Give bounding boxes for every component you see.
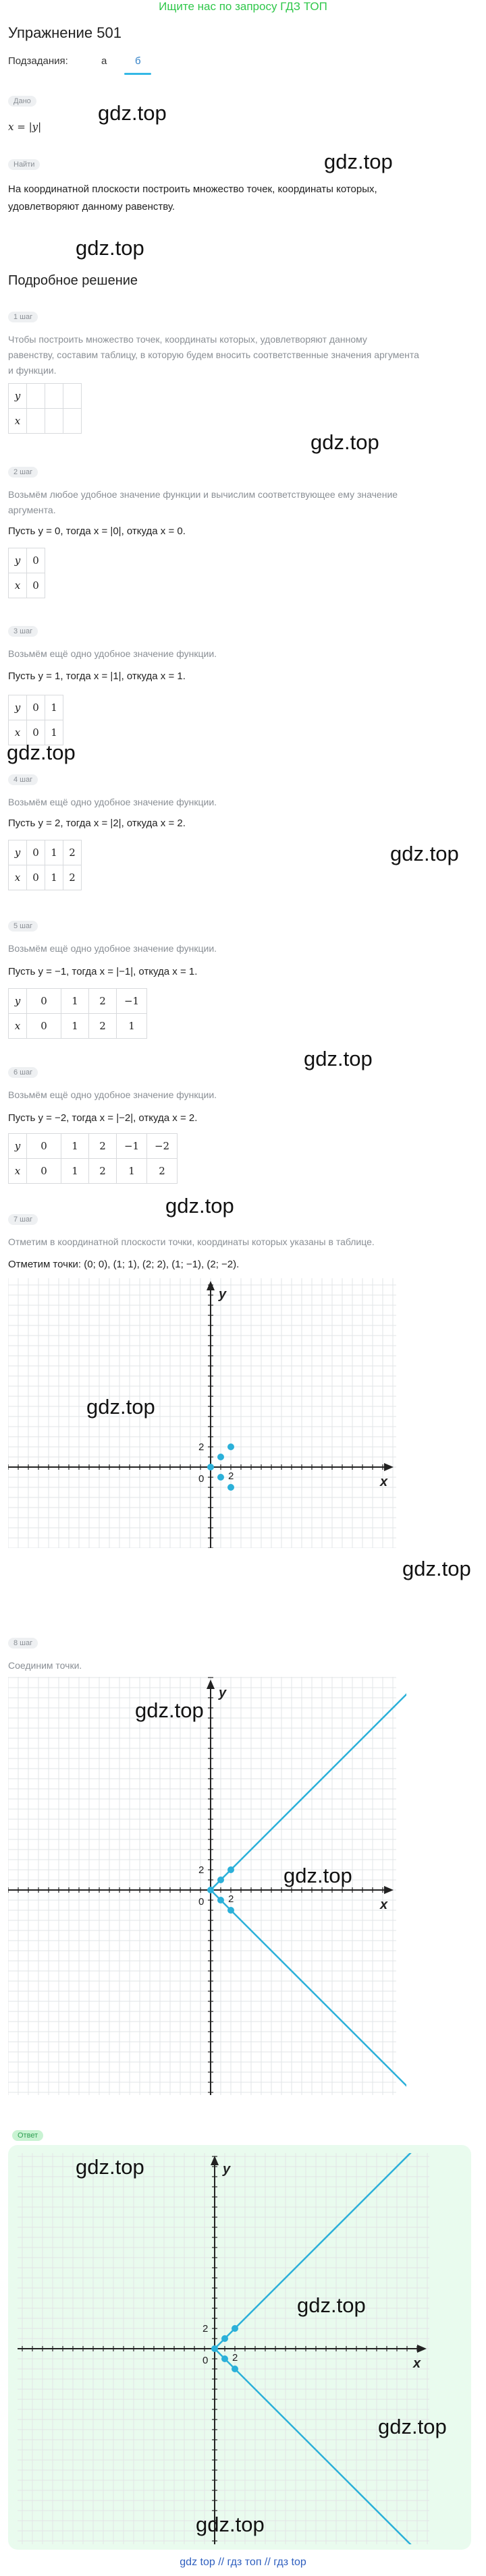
find-badge: Найти <box>8 159 40 170</box>
table-cell: −1 <box>117 1134 147 1159</box>
y-axis-label: y <box>219 1287 227 1302</box>
value-table <box>8 1133 178 1184</box>
step-badge: 5 шаг <box>8 921 38 932</box>
table-cell: y <box>9 695 27 720</box>
table-cell: 0 <box>27 989 61 1014</box>
answer-badge: Ответ <box>12 2130 43 2141</box>
table-cell: x <box>9 720 27 745</box>
step-badge: 6 шаг <box>8 1067 38 1078</box>
table-cell: x <box>9 865 27 890</box>
table-cell <box>27 409 45 434</box>
table-cell: 2 <box>89 1134 117 1159</box>
table-cell: 0 <box>27 695 45 720</box>
table-cell: 0 <box>27 1134 61 1159</box>
step-badge: 8 шаг <box>8 1638 38 1649</box>
watermark: gdz.top <box>402 1557 471 1580</box>
watermark: gdz.top <box>165 1194 234 1218</box>
given-badge: Дано <box>8 96 36 107</box>
table-cell: 0 <box>27 840 45 865</box>
active-tab-indicator <box>124 73 151 75</box>
watermark: gdz.top <box>297 2293 366 2317</box>
page-title: Упражнение 501 <box>8 24 122 41</box>
table-cell: 1 <box>45 840 63 865</box>
table-cell: y <box>9 384 27 409</box>
tab-b[interactable]: б <box>135 55 141 67</box>
table-cell: 1 <box>45 720 63 745</box>
data-point <box>227 1484 234 1491</box>
watermark: gdz.top <box>324 150 393 173</box>
step-text: Соединим точки. <box>8 1660 82 1671</box>
data-point <box>227 1866 234 1873</box>
value-table <box>8 548 45 598</box>
table-cell <box>45 409 63 434</box>
step-badge: 3 шаг <box>8 626 38 637</box>
origin-label: 0 <box>202 2355 209 2366</box>
x-axis-label: x <box>380 1897 388 1912</box>
table-cell: y <box>9 1134 27 1159</box>
table-cell <box>63 409 82 434</box>
watermark: gdz.top <box>98 101 167 125</box>
data-point <box>232 2325 238 2332</box>
step-let-text: Пусть y = 2, тогда x = |2|, откуда x = 2. <box>8 818 186 829</box>
value-table <box>8 988 147 1039</box>
data-point <box>221 2355 228 2362</box>
table-cell <box>27 384 45 409</box>
tick-label-x-2: 2 <box>228 1470 234 1482</box>
tick-label-x-2: 2 <box>232 2352 238 2364</box>
step-badge: 7 шаг <box>8 1214 38 1225</box>
find-text-line1: На координатной плоскости построить множество точек, координаты которых, <box>8 183 377 195</box>
tick-label-y-2: 2 <box>198 1864 205 1876</box>
origin-label: 0 <box>198 1896 205 1908</box>
data-point <box>227 1443 234 1450</box>
table-cell: 2 <box>89 1159 117 1184</box>
data-point <box>221 2335 228 2342</box>
step-text: Возьмём ещё одно удобное значение функции. <box>8 648 217 659</box>
y-axis-label: y <box>219 1686 227 1700</box>
watermark: gdz.top <box>86 1395 155 1419</box>
table-cell: x <box>9 1159 27 1184</box>
x-axis-arrow <box>417 2345 427 2353</box>
coordinate-plane-points <box>8 1278 406 1548</box>
watermark: gdz.top <box>378 2415 447 2438</box>
table-cell: 1 <box>61 989 89 1014</box>
table-cell: 1 <box>61 1134 89 1159</box>
watermark: gdz.top <box>76 2155 144 2179</box>
x-axis-label: x <box>413 2356 421 2371</box>
table-cell: 2 <box>89 989 117 1014</box>
data-point <box>232 2366 238 2372</box>
table-cell: 0 <box>27 573 45 598</box>
step-let-text: Пусть y = −1, тогда x = |−1|, откуда x = 1. <box>8 966 198 977</box>
table-cell: y <box>9 548 27 573</box>
graph-branch-upper <box>211 1677 406 1890</box>
watermark: gdz.top <box>76 236 144 260</box>
step-text: Возьмём любое удобное значение функции и вычислим соответствующее ему значение <box>8 489 398 500</box>
data-point <box>217 1877 224 1883</box>
step-let-text: Пусть y = 0, тогда x = |0|, откуда x = 0. <box>8 525 186 537</box>
y-axis-arrow <box>207 1281 215 1290</box>
table-cell: 0 <box>27 1014 61 1039</box>
table-cell: x <box>9 409 27 434</box>
step-badge: 1 шаг <box>8 312 38 322</box>
step-text: равенству, составим таблицу, в которую будем вносить соответственные значения аргумента <box>8 349 419 360</box>
step-text: Отметим в координатной плоскости точки, координаты которых указаны в таблице. <box>8 1236 375 1247</box>
origin-label: 0 <box>198 1473 205 1485</box>
table-cell: 1 <box>45 695 63 720</box>
solution-title: Подробное решение <box>8 273 138 288</box>
table-cell: y <box>9 989 27 1014</box>
watermark: gdz.top <box>7 741 76 764</box>
table-cell: −2 <box>147 1134 178 1159</box>
step-text: и функции. <box>8 365 57 376</box>
table-cell: 0 <box>27 1159 61 1184</box>
table-cell: 1 <box>61 1159 89 1184</box>
step-text: Возьмём ещё одно удобное значение функции. <box>8 1089 217 1100</box>
x-axis-arrow <box>384 1886 394 1894</box>
table-cell: 1 <box>61 1014 89 1039</box>
table-cell: x <box>9 1014 27 1039</box>
search-banner[interactable]: Ищите нас по запросу ГДЗ ТОП <box>159 0 327 13</box>
watermark: gdz.top <box>310 430 379 454</box>
table-cell: 1 <box>117 1159 147 1184</box>
tick-label-y-2: 2 <box>198 1441 205 1453</box>
data-point <box>207 1887 214 1893</box>
step-let-text: Пусть y = −2, тогда x = |−2|, откуда x = 2. <box>8 1112 198 1124</box>
answer-coordinate-plane <box>18 2153 450 2544</box>
step-let-text: Отметим точки: (0; 0), (1; 1), (2; 2), (1; −1), (2; −2). <box>8 1259 240 1270</box>
data-point <box>217 1454 224 1460</box>
tab-a[interactable]: а <box>101 55 107 67</box>
data-point <box>227 1907 234 1914</box>
table-cell: 2 <box>63 840 82 865</box>
x-axis-arrow <box>384 1463 394 1471</box>
y-axis-label: y <box>223 2162 231 2177</box>
graph-branch-lower <box>211 1890 406 2095</box>
table-cell: 2 <box>147 1159 178 1184</box>
x-axis-label: x <box>380 1475 388 1489</box>
value-table <box>8 695 63 745</box>
table-cell: 0 <box>27 865 45 890</box>
table-cell <box>63 384 82 409</box>
table-cell: 0 <box>27 720 45 745</box>
table-cell: 1 <box>45 865 63 890</box>
tick-label-y-2: 2 <box>202 2323 209 2335</box>
step-badge: 4 шаг <box>8 774 38 785</box>
watermark: gdz.top <box>390 842 459 865</box>
step-text: Возьмём ещё одно удобное значение функции. <box>8 797 217 807</box>
table-cell: 2 <box>63 865 82 890</box>
step-badge: 2 шаг <box>8 467 38 478</box>
subtasks-label: Подзадания: <box>8 55 68 67</box>
given-formula: x = |y| <box>8 121 42 133</box>
y-axis-arrow <box>211 2156 219 2165</box>
value-table <box>8 840 82 890</box>
step-let-text: Пусть y = 1, тогда x = |1|, откуда x = 1. <box>8 670 186 682</box>
graph-branch-upper <box>215 2153 450 2349</box>
data-point <box>217 1474 224 1481</box>
data-point <box>207 1464 214 1470</box>
table-cell: −1 <box>117 989 147 1014</box>
table-cell <box>45 384 63 409</box>
table-cell: 1 <box>117 1014 147 1039</box>
table-cell: y <box>9 840 27 865</box>
watermark: gdz.top <box>135 1698 204 1722</box>
watermark: gdz.top <box>284 1864 352 1887</box>
data-point <box>217 1897 224 1904</box>
table-cell: 0 <box>27 548 45 573</box>
step-text: Чтобы построить множество точек, координаты которых, удовлетворяют данному <box>8 334 367 345</box>
step-text: Возьмём ещё одно удобное значение функции. <box>8 943 217 954</box>
table-cell: 2 <box>89 1014 117 1039</box>
watermark: gdz.top <box>196 2513 265 2536</box>
watermark: gdz.top <box>304 1047 373 1070</box>
footer-links[interactable]: gdz top // гдз топ // гдз top <box>180 2556 306 2568</box>
value-table <box>8 383 82 434</box>
tick-label-x-2: 2 <box>228 1893 234 1905</box>
table-cell: x <box>9 573 27 598</box>
step-text: аргумента. <box>8 505 56 515</box>
data-point <box>211 2345 218 2352</box>
find-text-line2: удовлетворяют данному равенству. <box>8 201 176 212</box>
